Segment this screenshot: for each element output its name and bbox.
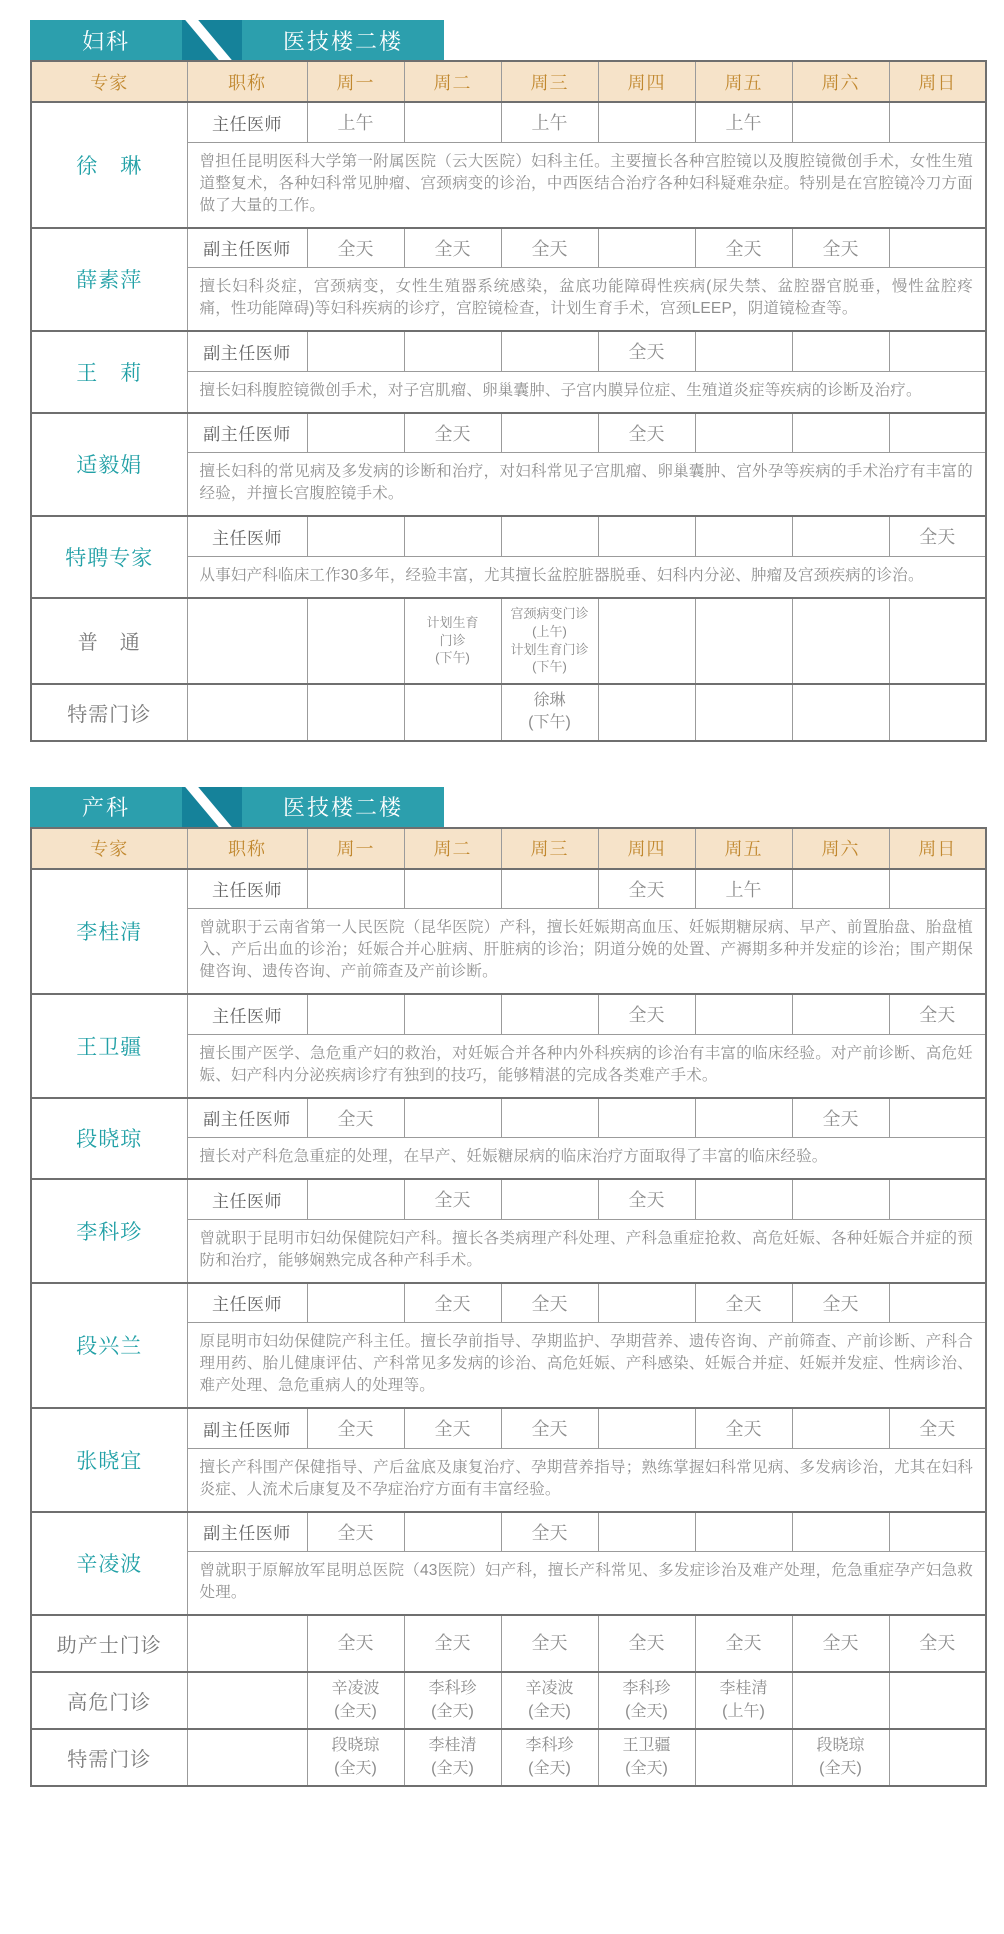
clinic-title bbox=[187, 1672, 307, 1729]
clinic-cell-line: 计划生育门诊 bbox=[510, 641, 589, 657]
schedule-cell: 全天 bbox=[307, 1512, 404, 1552]
clinic-cell-line: 门诊 bbox=[439, 632, 466, 648]
doctor-name: 段晓琼 bbox=[31, 1098, 187, 1180]
clinic-schedule-cell bbox=[307, 1729, 404, 1786]
clinic-cell-line: (上午) bbox=[722, 1702, 765, 1720]
clinic-cell-line: (下午) bbox=[528, 714, 571, 731]
schedule-cell bbox=[404, 516, 501, 556]
clinic-cell-line: 计划生育 bbox=[426, 615, 479, 631]
schedule-cell bbox=[792, 516, 889, 556]
clinic-schedule-cell bbox=[695, 1672, 792, 1729]
schedule-cell bbox=[889, 1512, 986, 1552]
schedule-cell bbox=[307, 994, 404, 1034]
column-header-7: 周六 bbox=[792, 61, 889, 102]
clinic-schedule-cell bbox=[598, 1615, 695, 1672]
clinic-schedule-cell bbox=[598, 684, 695, 741]
schedule-cell bbox=[404, 1098, 501, 1138]
schedule-cell bbox=[501, 869, 598, 909]
clinic-cell-line: 段晓琼 bbox=[331, 1737, 380, 1755]
column-header-2: 周一 bbox=[307, 61, 404, 102]
doctor-title: 主任医师 bbox=[187, 1283, 307, 1323]
clinic-cell-line: 李桂清 bbox=[719, 1680, 768, 1698]
column-header-8: 周日 bbox=[889, 61, 986, 102]
clinic-name: 普 通 bbox=[31, 598, 187, 684]
clinic-cell-line: 王卫疆 bbox=[622, 1737, 671, 1755]
schedule-cell bbox=[695, 516, 792, 556]
schedule-cell: 上午 bbox=[695, 869, 792, 909]
column-header-3: 周二 bbox=[404, 61, 501, 102]
doctor-title: 副主任医师 bbox=[187, 228, 307, 268]
schedule-cell bbox=[695, 1098, 792, 1138]
clinic-schedule-cell bbox=[598, 1729, 695, 1786]
clinic-cell-line: (全天) bbox=[334, 1759, 377, 1777]
clinic-cell-line: 全天 bbox=[628, 1633, 665, 1654]
schedule-cell bbox=[889, 869, 986, 909]
schedule-cell: 全天 bbox=[598, 994, 695, 1034]
doctor-schedule-row bbox=[31, 1512, 986, 1552]
clinic-title bbox=[187, 598, 307, 684]
schedule-cell bbox=[598, 228, 695, 268]
clinic-schedule-cell bbox=[404, 684, 501, 741]
doctor-bio: 曾担任昆明医科大学第一附属医院（云大医院）妇科主任。主要擅长各种宫腔镜以及腹腔镜微创手术，女性生殖道整复术，各种妇科常见肿瘤、宫颈病变的诊治，中西医结合治疗各种妇科疑难杂症。特别是在宫腔镜冷刀方面做了大量的工作。 bbox=[187, 142, 986, 228]
clinic-schedule-cell bbox=[307, 684, 404, 741]
clinic-cell-line: (上午) bbox=[532, 623, 567, 639]
schedule-cell bbox=[307, 331, 404, 371]
clinic-schedule-cell bbox=[695, 598, 792, 684]
column-header-5: 周四 bbox=[598, 828, 695, 869]
clinic-schedule-cell bbox=[695, 684, 792, 741]
schedule-cell bbox=[307, 869, 404, 909]
schedule-cell: 全天 bbox=[695, 1408, 792, 1448]
obstetrics-tab-bar bbox=[30, 787, 444, 827]
schedule-cell: 全天 bbox=[404, 228, 501, 268]
table-header-row bbox=[31, 61, 986, 102]
clinic-cell-line: 李科珍 bbox=[622, 1680, 671, 1698]
schedule-cell: 全天 bbox=[404, 1179, 501, 1219]
schedule-cell bbox=[792, 994, 889, 1034]
doctor-title: 主任医师 bbox=[187, 869, 307, 909]
schedule-cell bbox=[501, 1098, 598, 1138]
schedule-cell bbox=[307, 516, 404, 556]
table-header-row bbox=[31, 828, 986, 869]
clinic-schedule-cell bbox=[307, 1672, 404, 1729]
schedule-cell bbox=[598, 1098, 695, 1138]
clinic-schedule-cell bbox=[404, 598, 501, 684]
clinic-cell-line: 李科珍 bbox=[525, 1737, 574, 1755]
doctor-bio: 曾就职于云南省第一人民医院（昆华医院）产科，擅长妊娠期高血压、妊娠期糖尿病、早产、前置胎盘、胎盘植入、产后出血的诊治；妊娠合并心脏病、肝脏病的诊治；阴道分娩的处置、产褥期多种并发症的诊治；围产期保健咨询、遗传咨询、产前筛查及产前诊断。 bbox=[187, 909, 986, 995]
department-tab-label: 产科 bbox=[81, 795, 130, 820]
doctor-schedule-row bbox=[31, 1179, 986, 1219]
column-header-4: 周三 bbox=[501, 828, 598, 869]
clinic-schedule-cell bbox=[695, 1729, 792, 1786]
schedule-cell bbox=[889, 1283, 986, 1323]
schedule-cell bbox=[792, 869, 889, 909]
clinic-schedule-cell bbox=[792, 1729, 889, 1786]
doctor-schedule-row bbox=[31, 1283, 986, 1323]
doctor-title: 副主任医师 bbox=[187, 1512, 307, 1552]
location-tab bbox=[242, 20, 444, 60]
schedule-cell: 全天 bbox=[501, 1408, 598, 1448]
column-header-0: 专家 bbox=[31, 61, 187, 102]
schedule-cell: 全天 bbox=[792, 1098, 889, 1138]
gynecology-schedule-table bbox=[30, 60, 987, 742]
clinic-schedule-cell bbox=[889, 1729, 986, 1786]
schedule-cell: 全天 bbox=[792, 1283, 889, 1323]
schedule-cell: 全天 bbox=[404, 1283, 501, 1323]
schedule-cell bbox=[501, 413, 598, 453]
doctor-title: 副主任医师 bbox=[187, 1098, 307, 1138]
schedule-cell: 全天 bbox=[404, 1408, 501, 1448]
schedule-cell bbox=[695, 1512, 792, 1552]
doctor-name: 徐 琳 bbox=[31, 102, 187, 228]
clinic-schedule-cell bbox=[792, 1615, 889, 1672]
clinic-schedule-cell bbox=[404, 1615, 501, 1672]
clinic-schedule-cell bbox=[404, 1672, 501, 1729]
clinic-cell-line: 全天 bbox=[531, 1633, 568, 1654]
column-header-6: 周五 bbox=[695, 61, 792, 102]
clinic-schedule-cell bbox=[598, 1672, 695, 1729]
doctor-name: 王 莉 bbox=[31, 331, 187, 413]
schedule-cell bbox=[695, 413, 792, 453]
doctor-schedule-row bbox=[31, 516, 986, 556]
doctor-bio: 曾就职于昆明市妇幼保健院妇产科。擅长各类病理产科处理、产科急重症抢救、高危妊娠、各种妊娠合并症的预防和治疗，能够娴熟完成各种产科手术。 bbox=[187, 1219, 986, 1283]
schedule-cell bbox=[792, 413, 889, 453]
clinic-schedule-cell bbox=[501, 1615, 598, 1672]
gynecology-section bbox=[30, 20, 988, 742]
doctor-name: 李科珍 bbox=[31, 1179, 187, 1283]
doctor-name: 王卫疆 bbox=[31, 994, 187, 1098]
schedule-cell bbox=[889, 413, 986, 453]
column-header-4: 周三 bbox=[501, 61, 598, 102]
schedule-cell bbox=[792, 331, 889, 371]
doctor-title: 主任医师 bbox=[187, 994, 307, 1034]
location-tab bbox=[242, 787, 444, 827]
clinic-cell-line: (全天) bbox=[528, 1702, 571, 1720]
tab-divider bbox=[182, 787, 242, 827]
column-header-1: 职称 bbox=[187, 828, 307, 869]
doctor-name: 适毅娟 bbox=[31, 413, 187, 517]
clinic-cell-line: 全天 bbox=[919, 1633, 956, 1654]
clinic-cell-line: 全天 bbox=[337, 1633, 374, 1654]
schedule-cell bbox=[889, 102, 986, 142]
schedule-cell bbox=[598, 1408, 695, 1448]
schedule-cell bbox=[889, 1098, 986, 1138]
doctor-name: 辛凌波 bbox=[31, 1512, 187, 1616]
clinic-name: 高危门诊 bbox=[31, 1672, 187, 1729]
doctor-schedule-row bbox=[31, 869, 986, 909]
schedule-cell bbox=[501, 1179, 598, 1219]
schedule-cell bbox=[598, 102, 695, 142]
schedule-cell bbox=[598, 516, 695, 556]
column-header-7: 周六 bbox=[792, 828, 889, 869]
schedule-cell bbox=[889, 228, 986, 268]
clinic-row bbox=[31, 684, 986, 741]
location-tab-label: 医技楼二楼 bbox=[282, 795, 403, 820]
schedule-cell: 全天 bbox=[889, 994, 986, 1034]
schedule-cell bbox=[792, 1512, 889, 1552]
clinic-row bbox=[31, 1672, 986, 1729]
clinic-cell-line: (全天) bbox=[431, 1702, 474, 1720]
schedule-cell bbox=[695, 994, 792, 1034]
clinic-name: 特需门诊 bbox=[31, 684, 187, 741]
schedule-cell: 上午 bbox=[501, 102, 598, 142]
doctor-schedule-row bbox=[31, 331, 986, 371]
clinic-cell-line: 李桂清 bbox=[428, 1737, 477, 1755]
schedule-cell bbox=[695, 1179, 792, 1219]
doctor-bio: 擅长妇科腹腔镜微创手术，对子宫肌瘤、卵巢囊肿、子宫内膜异位症、生殖道炎症等疾病的诊断及治疗。 bbox=[187, 371, 986, 413]
schedule-cell: 全天 bbox=[598, 331, 695, 371]
schedule-cell bbox=[792, 1179, 889, 1219]
column-header-0: 专家 bbox=[31, 828, 187, 869]
schedule-cell bbox=[404, 1512, 501, 1552]
clinic-cell-line: (全天) bbox=[431, 1759, 474, 1777]
schedule-cell bbox=[695, 331, 792, 371]
clinic-cell-line: 全天 bbox=[725, 1633, 762, 1654]
column-header-1: 职称 bbox=[187, 61, 307, 102]
clinic-cell-line: 全天 bbox=[434, 1633, 471, 1654]
doctor-bio: 擅长产科围产保健指导、产后盆底及康复治疗、孕期营养指导；熟练掌握妇科常见病、多发病诊治，尤其在妇科炎症、人流术后康复及不孕症治疗方面有丰富经验。 bbox=[187, 1448, 986, 1512]
diagonal-stripe-icon bbox=[182, 787, 237, 827]
diagonal-stripe-icon bbox=[182, 20, 237, 60]
schedule-cell: 全天 bbox=[598, 869, 695, 909]
doctor-name: 特聘专家 bbox=[31, 516, 187, 598]
tab-divider bbox=[182, 20, 242, 60]
clinic-cell-line: 辛凌波 bbox=[331, 1680, 380, 1698]
doctor-schedule-row bbox=[31, 228, 986, 268]
schedule-cell bbox=[404, 994, 501, 1034]
location-tab-label: 医技楼二楼 bbox=[282, 28, 403, 54]
clinic-schedule-cell bbox=[501, 684, 598, 741]
schedule-cell bbox=[501, 994, 598, 1034]
clinic-name: 助产士门诊 bbox=[31, 1615, 187, 1672]
doctor-title: 主任医师 bbox=[187, 516, 307, 556]
clinic-schedule-cell bbox=[889, 598, 986, 684]
obstetrics-section bbox=[30, 787, 988, 1788]
schedule-cell: 全天 bbox=[695, 228, 792, 268]
schedule-cell: 全天 bbox=[598, 1179, 695, 1219]
schedule-cell bbox=[307, 1179, 404, 1219]
clinic-schedule-cell bbox=[792, 684, 889, 741]
doctor-title: 副主任医师 bbox=[187, 331, 307, 371]
clinic-cell-line: 段晓琼 bbox=[816, 1737, 865, 1755]
doctor-title: 副主任医师 bbox=[187, 413, 307, 453]
doctor-schedule-row bbox=[31, 1408, 986, 1448]
doctor-bio: 擅长妇科炎症，宫颈病变，女性生殖器系统感染，盆底功能障碍性疾病(尿失禁、盆腔器官脱垂，慢性盆腔疼痛，性功能障碍)等妇科疾病的诊疗，宫腔镜检查，计划生育手术，宫颈LEEP，阴道镜检查等。 bbox=[187, 268, 986, 332]
clinic-schedule-cell bbox=[501, 1672, 598, 1729]
schedule-cell: 全天 bbox=[501, 1512, 598, 1552]
doctor-bio: 擅长妇科的常见病及多发病的诊断和治疗，对妇科常见子宫肌瘤、卵巢囊肿、宫外孕等疾病的手术治疗有丰富的经验，并擅长宫腹腔镜手术。 bbox=[187, 453, 986, 517]
clinic-cell-line: (下午) bbox=[532, 659, 567, 675]
clinic-cell-line: 徐琳 bbox=[533, 691, 566, 709]
schedule-cell: 全天 bbox=[695, 1283, 792, 1323]
schedule-cell bbox=[404, 869, 501, 909]
clinic-row bbox=[31, 598, 986, 684]
schedule-cell bbox=[598, 1283, 695, 1323]
clinic-schedule-cell bbox=[598, 598, 695, 684]
doctor-name: 段兴兰 bbox=[31, 1283, 187, 1409]
schedule-cell bbox=[404, 102, 501, 142]
department-tab-label: 妇科 bbox=[81, 28, 130, 54]
column-header-3: 周二 bbox=[404, 828, 501, 869]
clinic-cell-line: 李科珍 bbox=[428, 1680, 477, 1698]
schedule-cell: 全天 bbox=[792, 228, 889, 268]
doctor-title: 主任医师 bbox=[187, 1179, 307, 1219]
schedule-cell: 全天 bbox=[307, 228, 404, 268]
clinic-cell-line: (全天) bbox=[334, 1702, 377, 1720]
clinic-cell-line: (全天) bbox=[819, 1759, 862, 1777]
doctor-name: 薛素萍 bbox=[31, 228, 187, 332]
schedule-cell: 全天 bbox=[598, 413, 695, 453]
schedule-cell bbox=[792, 1408, 889, 1448]
clinic-cell-line: (下午) bbox=[435, 650, 470, 666]
doctor-schedule-row bbox=[31, 413, 986, 453]
clinic-schedule-cell bbox=[501, 1729, 598, 1786]
doctor-name: 李桂清 bbox=[31, 869, 187, 995]
clinic-title bbox=[187, 1729, 307, 1786]
doctor-schedule-row bbox=[31, 994, 986, 1034]
clinic-schedule-cell bbox=[404, 1729, 501, 1786]
clinic-schedule-cell bbox=[307, 1615, 404, 1672]
schedule-cell: 全天 bbox=[501, 228, 598, 268]
schedule-cell: 全天 bbox=[501, 1283, 598, 1323]
clinic-schedule-cell bbox=[889, 1615, 986, 1672]
doctor-bio: 原昆明市妇幼保健院产科主任。擅长孕前指导、孕期监护、孕期营养、遗传咨询、产前筛查、产前诊断、产科合理用药、胎儿健康评估、产科常见多发病的诊治、高危妊娠、产科感染、妊娠合并症、妊娠并发症、性病诊治、难产处理、急危重病人的处理等。 bbox=[187, 1323, 986, 1409]
doctor-title: 主任医师 bbox=[187, 102, 307, 142]
clinic-name: 特需门诊 bbox=[31, 1729, 187, 1786]
doctor-title: 副主任医师 bbox=[187, 1408, 307, 1448]
schedule-cell bbox=[598, 1512, 695, 1552]
clinic-schedule-cell bbox=[695, 1615, 792, 1672]
department-tab bbox=[30, 20, 182, 60]
clinic-cell-line: 全天 bbox=[822, 1633, 859, 1654]
clinic-title bbox=[187, 684, 307, 741]
doctor-bio: 曾就职于原解放军昆明总医院（43医院）妇产科，擅长产科常见、多发症诊治及难产处理，危急重症孕产妇急救处理。 bbox=[187, 1552, 986, 1616]
clinic-schedule-cell bbox=[501, 598, 598, 684]
schedule-cell bbox=[307, 413, 404, 453]
clinic-cell-line: 辛凌波 bbox=[525, 1680, 574, 1698]
column-header-6: 周五 bbox=[695, 828, 792, 869]
schedule-cell: 全天 bbox=[404, 413, 501, 453]
doctor-schedule-row bbox=[31, 1098, 986, 1138]
clinic-schedule-cell bbox=[889, 1672, 986, 1729]
clinic-row bbox=[31, 1729, 986, 1786]
clinic-cell-line: (全天) bbox=[625, 1759, 668, 1777]
obstetrics-schedule-table bbox=[30, 827, 987, 1788]
schedule-cell: 全天 bbox=[889, 516, 986, 556]
schedule-cell: 全天 bbox=[307, 1408, 404, 1448]
schedule-cell bbox=[404, 331, 501, 371]
schedule-cell: 上午 bbox=[695, 102, 792, 142]
doctor-schedule-row bbox=[31, 102, 986, 142]
clinic-cell-line: (全天) bbox=[625, 1702, 668, 1720]
schedule-cell bbox=[792, 102, 889, 142]
clinic-schedule-cell bbox=[792, 1672, 889, 1729]
schedule-cell: 全天 bbox=[307, 1098, 404, 1138]
schedule-cell bbox=[889, 1179, 986, 1219]
doctor-bio: 擅长对产科危急重症的处理，在早产、妊娠糖尿病的临床治疗方面取得了丰富的临床经验。 bbox=[187, 1138, 986, 1180]
column-header-5: 周四 bbox=[598, 61, 695, 102]
gynecology-tab-bar bbox=[30, 20, 444, 60]
doctor-bio: 从事妇产科临床工作30多年，经验丰富，尤其擅长盆腔脏器脱垂、妇科内分泌、肿瘤及宫颈疾病的诊治。 bbox=[187, 556, 986, 598]
schedule-cell: 上午 bbox=[307, 102, 404, 142]
clinic-title bbox=[187, 1615, 307, 1672]
clinic-schedule-cell bbox=[792, 598, 889, 684]
column-header-8: 周日 bbox=[889, 828, 986, 869]
clinic-cell-line: (全天) bbox=[528, 1759, 571, 1777]
column-header-2: 周一 bbox=[307, 828, 404, 869]
doctor-bio: 擅长围产医学、急危重产妇的救治，对妊娠合并各种内外科疾病的诊治有丰富的临床经验。对产前诊断、高危妊娠、妇产科内分泌疾病诊疗有独到的技巧，能够精湛的完成各类难产手术。 bbox=[187, 1034, 986, 1098]
clinic-cell-line: 宫颈病变门诊 bbox=[510, 606, 589, 622]
schedule-cell bbox=[889, 331, 986, 371]
schedule-cell bbox=[307, 1283, 404, 1323]
doctor-name: 张晓宜 bbox=[31, 1408, 187, 1512]
clinic-schedule-cell bbox=[307, 598, 404, 684]
schedule-cell bbox=[501, 331, 598, 371]
clinic-schedule-cell bbox=[889, 684, 986, 741]
department-tab bbox=[30, 787, 182, 827]
schedule-cell bbox=[501, 516, 598, 556]
clinic-row bbox=[31, 1615, 986, 1672]
schedule-cell: 全天 bbox=[889, 1408, 986, 1448]
